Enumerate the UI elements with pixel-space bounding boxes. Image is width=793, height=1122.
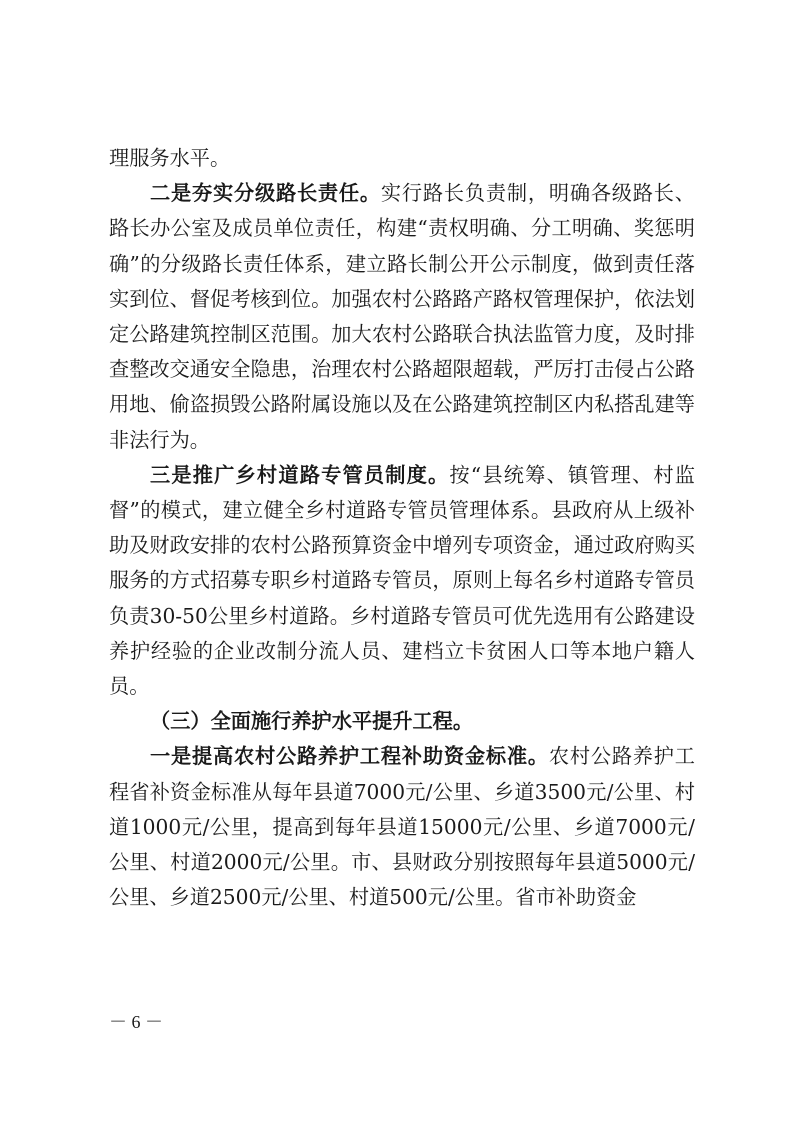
section-heading: （三）全面施行养护水平提升工程。: [150, 709, 474, 734]
paragraph-body: 农村公路养护工程省补资金标准从每年县道7000元/公里、乡道3500元/公里、村道1000元/公里，提高到每年县道15000元/公里、乡道7000元/公里、村道2000元/公里。市、县财政分别按照每年县道5000元/公里、乡道2500元/公里、村道500元/公里。省市补助资金: [109, 744, 695, 910]
paragraph-body: 实行路长负责制，明确各级路长、路长办公室及成员单位责任，构建“责权明确、分工明确、奖惩明确”的分级路长责任体系，建立路长制公开公示制度，做到责任落实到位、督促考核到位。加强农村公路路产路权管理保护，依法划定公路建筑控制区范围。加大农村公路联合执法监管力度，及时排查整改交通安全隐患，治理农村公路超限超载，严厉打击侵占公路用地、偷盗损毁公路附属设施以及在公路建筑控制区内私搭乱建等非法行为。: [109, 181, 695, 452]
paragraph-continuation: [109, 141, 695, 176]
page-number: － 6 －: [109, 1012, 163, 1032]
paragraph-lead: 二是夯实分级路长责任。: [150, 181, 381, 206]
paragraph-lead: 三是推广乡村道路专管员制度。: [150, 462, 450, 487]
paragraph-road-manager-system: [109, 458, 695, 704]
paragraph-lead: 一是提高农村公路养护工程补助资金标准。: [150, 744, 549, 769]
paragraph-body: 理服务水平。: [109, 146, 231, 170]
paragraph-maintenance-subsidy: [109, 739, 695, 915]
paragraph-road-chief-responsibility: [109, 176, 695, 458]
paragraph-body: 按“县统筹、镇管理、村监督”的模式，建立健全乡村道路专管员管理体系。县政府从上级补助及财政安排的农村公路预算资金中增列专项资金，通过政府购买服务的方式招募专职乡村道路专管员，原则上每名乡村道路专管员负责30-50公里乡村道路。乡村道路专管员可优先选用有公路建设养护经验的企业改制分流人员、建档立卡贫困人口等本地户籍人员。: [109, 462, 695, 699]
document-page: [109, 141, 695, 915]
